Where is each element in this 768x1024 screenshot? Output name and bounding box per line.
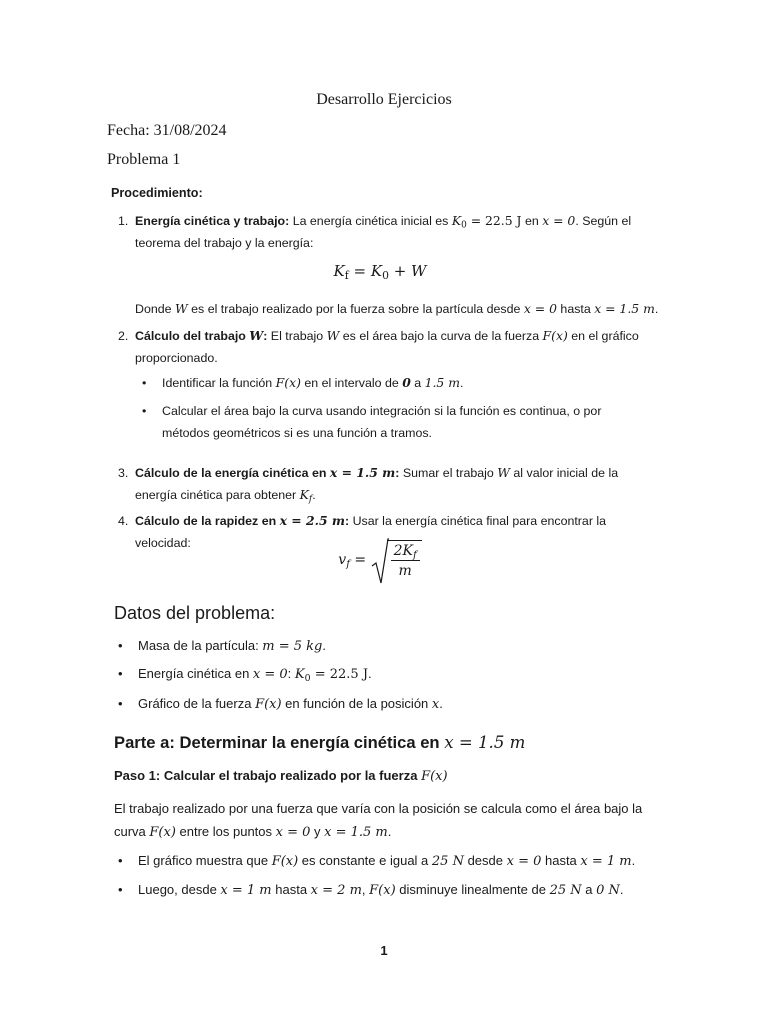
data-heading: Datos del problema:	[114, 603, 276, 623]
bullet-dot: •	[142, 404, 147, 418]
procedure-item-3	[118, 462, 658, 506]
part-a-paragraph: El trabajo realizado por una fuerza que varía con la posición se calcula como el área bajo la curva F(x) entre los puntos x = 0 y x = 1.5 m.	[114, 801, 643, 840]
item-text: Energía cinética y trabajo: La energía cinética inicial es $K_0 = 22.5$ J en x = 0. Según el teorema del trabajo y la energía:	[135, 213, 632, 250]
procedure-item-1	[118, 210, 658, 254]
part-a-bullet-1: • El gráfico muestra que F(x) es constante e igual a 25 N desde x = 0 hasta x = 1 m.	[118, 853, 636, 869]
sqrt-symbol: $\frac{2K_f}{m}$	[371, 540, 422, 579]
sub-bullet-2: • Calcular el área bajo la curva usando integración si la función es continua, o por métodos geométricos si es una función a tramos.	[142, 400, 642, 444]
procedure-item-4	[118, 510, 658, 550]
step-1-heading: Paso 1: Calcular el trabajo realizado por la fuerza F(x)	[114, 768, 448, 784]
item-number: 2.	[118, 329, 129, 343]
item-text: Cálculo del trabajo W: El trabajo W es el área bajo la curva de la fuerza F(x) en el gráfico proporcionado.	[135, 328, 639, 365]
document-title: Desarrollo Ejercicios	[316, 91, 452, 108]
page-number: 1	[380, 943, 388, 958]
item-title: Energía cinética y trabajo:	[135, 214, 290, 228]
problem-title: Problema 1	[107, 151, 181, 168]
data-bullet-3: • Gráfico de la fuerza F(x) en función de la posición x.	[118, 696, 443, 712]
part-a-bullet-2: • Luego, desde x = 1 m hasta x = 2 m, F(x) disminuye linealmente de 25 N a 0 N.	[118, 882, 624, 898]
equation-work-energy: $K_f = K_0 + W$	[333, 262, 427, 283]
data-bullet-2: • Energía cinética en x = 0: $K_0 = 22.5$ J.	[118, 666, 372, 684]
document-date: Fecha: 31/08/2024	[107, 122, 227, 139]
math-inline: $K_0 = 22.5$ J	[451, 213, 522, 231]
math-inline: x = 0	[542, 213, 576, 228]
where-line: Donde W es el trabajo realizado por la fuerza sobre la partícula desde x = 0 hasta x = 1.5 m.	[135, 301, 659, 316]
item-number: 3.	[118, 466, 129, 480]
item-number: 1.	[118, 214, 129, 228]
bullet-dot: •	[142, 376, 147, 390]
item-text: Cálculo de la rapidez en x = 2.5 m: Usar la energía cinética final para encontrar la velocidad:	[135, 513, 607, 550]
sub-bullet-1: • Identificar la función F(x) en el intervalo de 0 a 1.5 m.	[142, 372, 642, 394]
data-bullet-1: • Masa de la partícula: m = 5 kg.	[118, 638, 327, 654]
item-title: Cálculo del trabajo W:	[135, 328, 268, 343]
procedure-item-2	[118, 325, 658, 369]
procedure-label: Procedimiento:	[111, 186, 203, 200]
equation-velocity: $v_f$ = $\frac{2K_f}{m}$	[100, 540, 660, 579]
item-text: Cálculo de la energía cinética en x = 1.5 m: Sumar el trabajo W al valor inicial de la energía cinética para obtener $K_f$.	[135, 465, 619, 505]
part-a-heading: Parte a: Determinar la energía cinética en x = 1.5 m	[114, 733, 526, 752]
item-number: 4.	[118, 514, 129, 528]
item-title: Cálculo de la rapidez en x = 2.5 m:	[135, 513, 350, 528]
item-title: Cálculo de la energía cinética en x = 1.5 m:	[135, 465, 400, 480]
